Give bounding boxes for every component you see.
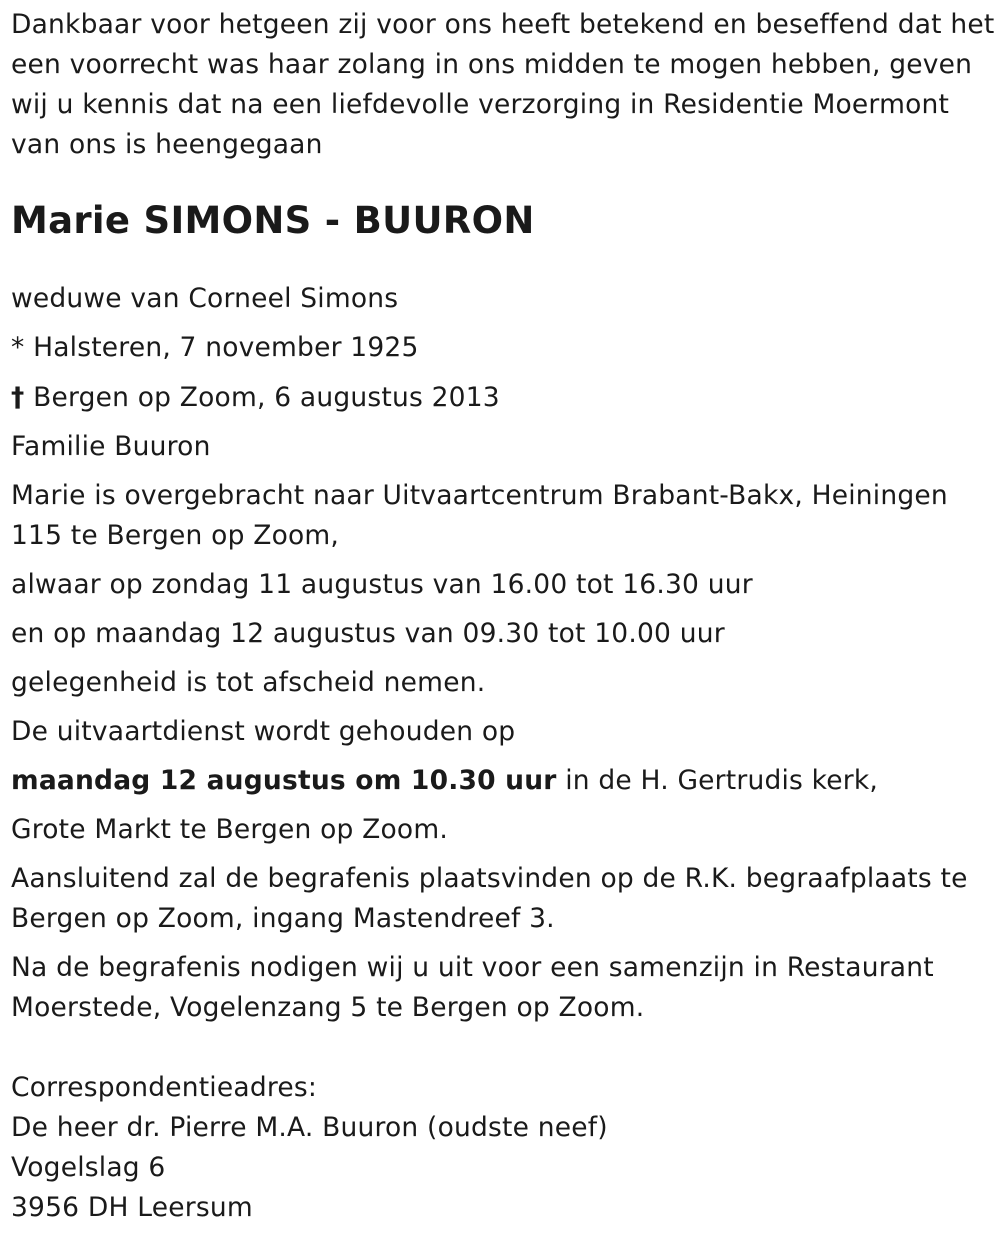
widow-of-line: weduwe van Corneel Simons xyxy=(11,283,399,314)
service-intro-line: De uitvaartdienst wordt gehouden op xyxy=(11,716,516,747)
correspondence-city: 3956 DH Leersum xyxy=(11,1192,253,1223)
service-place: in de H. Gertrudis kerk, xyxy=(556,765,879,796)
burial-line: Aansluitend zal de begrafenis plaatsvinden op de R.K. begraafplaats te xyxy=(11,863,968,894)
service-address-line: Grote Markt te Bergen op Zoom. xyxy=(11,814,448,845)
gathering-line: Na de begrafenis nodigen wij u uit voor een samenzijn in Restaurant xyxy=(11,952,934,983)
gathering-paragraph xyxy=(11,948,991,1028)
burial-line: Bergen op Zoom, ingang Mastendreef 3. xyxy=(11,903,555,934)
correspondence-block xyxy=(11,1068,991,1228)
obituary-notice xyxy=(11,0,995,1228)
birth-line: * Halsteren, 7 november 1925 xyxy=(11,332,419,363)
family-line: Familie Buuron xyxy=(11,431,211,462)
intro-line: een voorrecht was haar zolang in ons midden te mogen hebben, geven xyxy=(11,49,973,80)
death-text: Bergen op Zoom, 6 augustus 2013 xyxy=(33,382,500,413)
correspondence-label: Correspondentieadres: xyxy=(11,1072,317,1103)
intro-line: van ons is heengegaan xyxy=(11,129,323,160)
service-date-line xyxy=(11,761,991,801)
intro-paragraph xyxy=(11,5,995,165)
farewell-line: gelegenheid is tot afscheid nemen. xyxy=(11,667,486,698)
visit-line-1: alwaar op zondag 11 augustus van 16.00 tot 16.30 uur xyxy=(11,569,753,600)
transfer-line: Marie is overgebracht naar Uitvaartcentrum Brabant-Bakx, Heiningen xyxy=(11,480,948,511)
death-line xyxy=(11,378,991,418)
transfer-paragraph xyxy=(11,476,991,556)
cross-icon: † xyxy=(11,382,25,413)
transfer-line: 115 te Bergen op Zoom, xyxy=(11,520,340,551)
intro-line: wij u kennis dat na een liefdevolle verzorging in Residentie Moermont xyxy=(11,89,950,120)
visit-line-2: en op maandag 12 augustus van 09.30 tot 10.00 uur xyxy=(11,618,725,649)
correspondence-street: Vogelslag 6 xyxy=(11,1152,166,1183)
gathering-line: Moerstede, Vogelenzang 5 te Bergen op Zoom. xyxy=(11,992,645,1023)
deceased-name: Marie SIMONS - BUURON xyxy=(11,199,535,242)
burial-paragraph xyxy=(11,859,991,939)
intro-line: Dankbaar voor hetgeen zij voor ons heeft betekend en beseffend dat het xyxy=(11,9,995,40)
correspondence-name: De heer dr. Pierre M.A. Buuron (oudste neef) xyxy=(11,1112,608,1143)
service-date: maandag 12 augustus om 10.30 uur xyxy=(11,765,557,796)
